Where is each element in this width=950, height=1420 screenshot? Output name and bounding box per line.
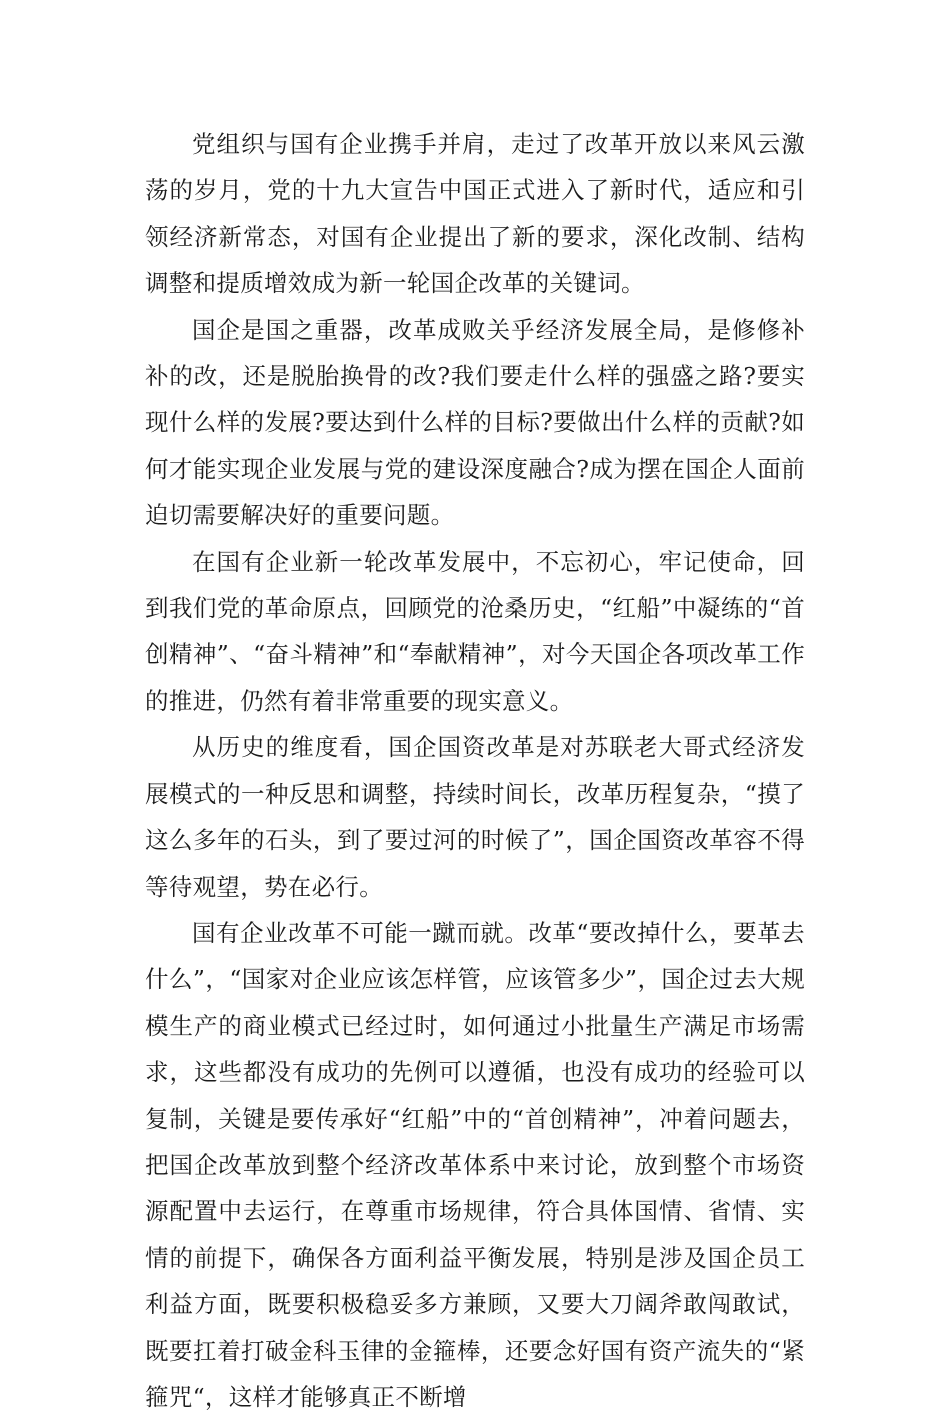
paragraph-5: 国有企业改革不可能一蹴而就。改革“要改掉什么，要革去什么”，“国家对企业应该怎样管，应该管多少”，国企过去大规模生产的商业模式已经过时，如何通过小批量生产满足市场需求，这些都没有成功的先例可以遵循，也没有成功的经验可以复制，关键是要传承好“红船”中的“首创精神”，冲着问题去，把国企改革放到整个经济改革体系中来讨论，放到整个市场资源配置中去运行，在尊重市场规律，符合具体国情、省情、实情的前提下，确保各方面利益平衡发展，特别是涉及国企员工利益方面，既要积极稳妥多方兼顾，又要大刀阔斧敢闯敢试，既要扛着打破金科玉律的金箍棒，还要念好国有资产流失的“紧箍咒“，这样才能够真正不断增 bbox=[145, 918, 805, 1411]
paragraph-1: 党组织与国有企业携手并肩，走过了改革开放以来风云激荡的岁月，党的十九大宣告中国正式进入了新时代，适应和引领经济新常态，对国有企业提出了新的要求，深化改制、结构调整和提质增效成为新一轮国企改革的关键词。 bbox=[145, 130, 805, 298]
document-body bbox=[145, 121, 805, 1420]
paragraph-4: 从历史的维度看，国企国资改革是对苏联老大哥式经济发展模式的一种反思和调整，持续时间长，改革历程复杂，“摸了这么多年的石头，到了要过河的时候了”，国企国资改革容不得等待观望，势在必行。 bbox=[145, 733, 805, 901]
paragraph-2: 国企是国之重器，改革成败关乎经济发展全局，是修修补补的改，还是脱胎换骨的改?我们要走什么样的强盛之路?要实现什么样的发展?要达到什么样的目标?要做出什么样的贡献?如何才能实现企业发展与党的建设深度融合?成为摆在国企人面前迫切需要解决好的重要问题。 bbox=[145, 315, 805, 530]
paragraph-3: 在国有企业新一轮改革发展中，不忘初心，牢记使命，回到我们党的革命原点，回顾党的沧桑历史，“红船”中凝练的“首创精神”、“奋斗精神”和“奉献精神”，对今天国企各项改革工作的推进，仍然有着非常重要的现实意义。 bbox=[145, 547, 805, 715]
